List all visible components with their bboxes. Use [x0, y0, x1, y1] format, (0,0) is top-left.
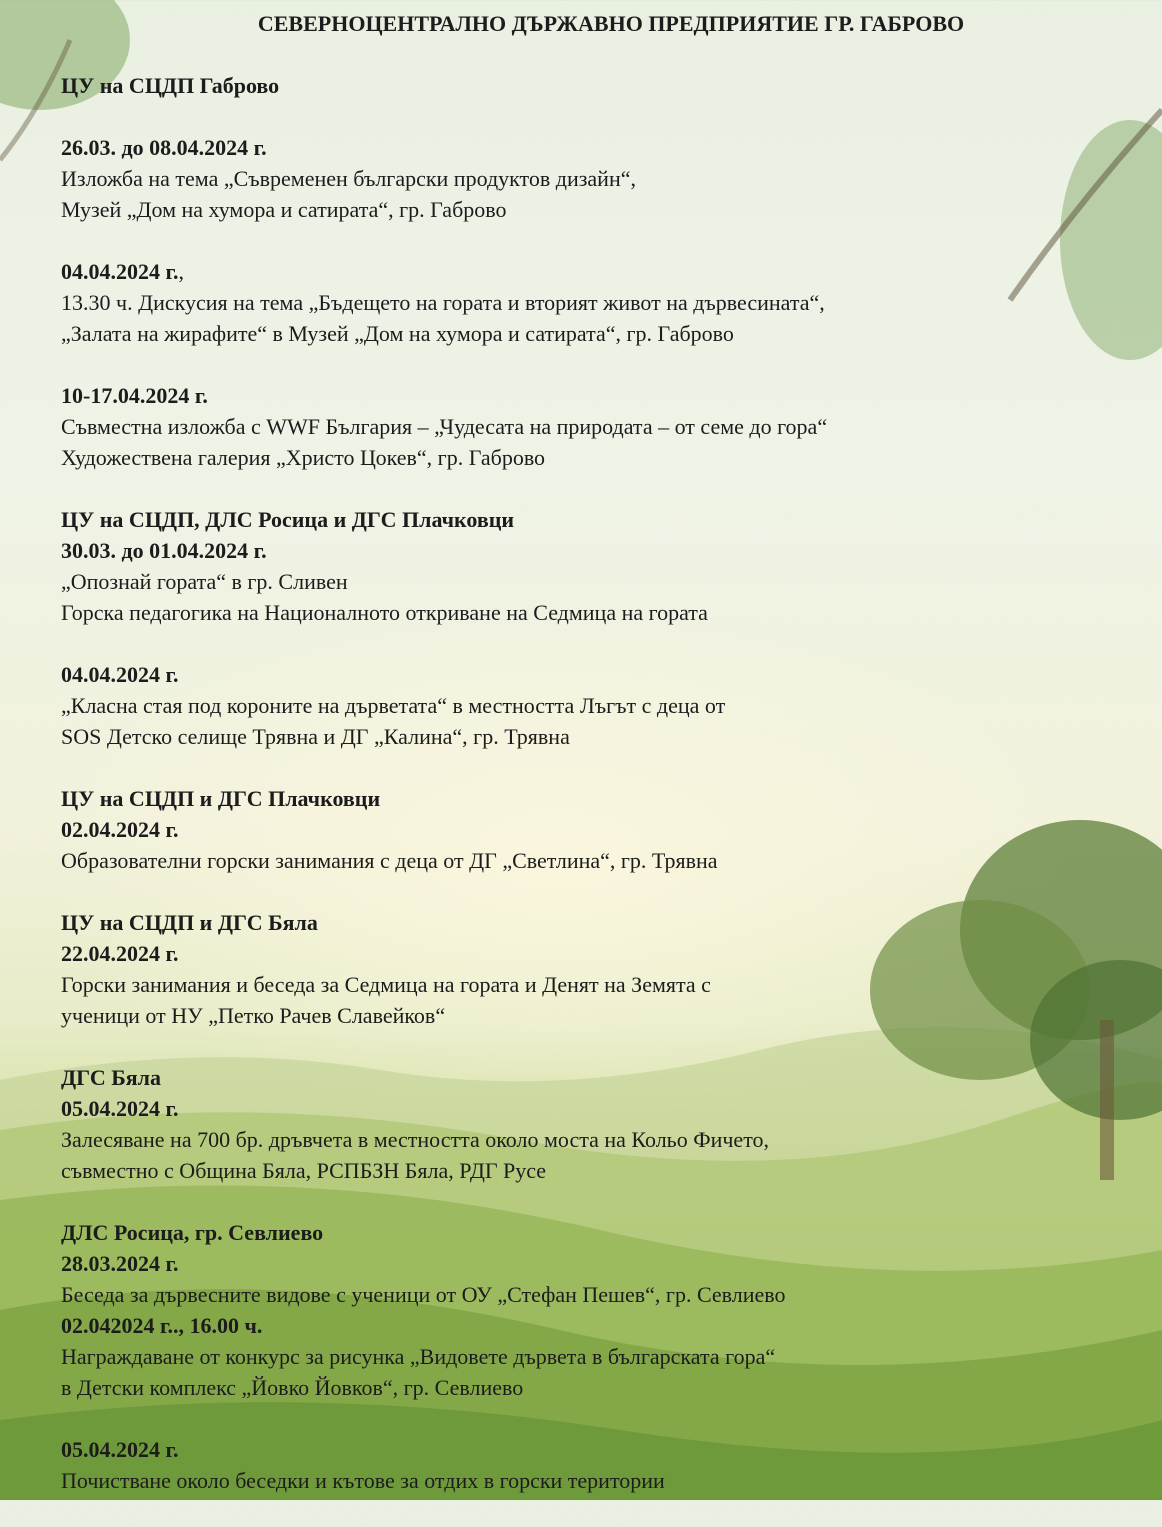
section-1 [61, 70, 1121, 101]
section-5 [61, 504, 1121, 628]
section-6 [61, 659, 1121, 752]
document-title: СЕВЕРНОЦЕНТРАЛНО ДЪРЖАВНО ПРЕДПРИЯТИЕ ГР. ГАБРОВО [257, 11, 965, 36]
event-line: в Детски комплекс „Йовко Йовков“, гр. Севлиево [61, 1375, 524, 1400]
section-heading: ДЛС Росица, гр. Севлиево [61, 1220, 324, 1245]
event-date: 04.04.2024 г. [61, 259, 179, 284]
event-line: „Класна стая под короните на дърветата“ в местността Лъгът с деца от [61, 693, 726, 718]
event-line: „Залата на жирафите“ в Музей „Дом на хумора и сатирата“, гр. Габрово [61, 321, 734, 346]
section-heading: ЦУ на СЦДП Габрово [61, 73, 280, 98]
event-date: 04.04.2024 г. [61, 662, 179, 687]
event-date-suffix: , [178, 259, 185, 284]
section-2 [61, 132, 1121, 225]
section-8 [61, 907, 1121, 1031]
event-date: 30.03. до 01.04.2024 г. [61, 538, 267, 563]
section-11 [61, 1310, 1121, 1403]
event-date: 05.04.2024 г. [61, 1437, 179, 1462]
event-line: Награждаване от конкурс за рисунка „Видовете дървета в българската гора“ [61, 1344, 776, 1369]
event-date: 22.04.2024 г. [61, 941, 179, 966]
event-line: Почистване около беседки и кътове за отдих в горски територии [61, 1468, 665, 1493]
event-line: Горска педагогика на Националното откриване на Седмица на гората [61, 600, 708, 625]
event-line: Залесяване на 700 бр. дръвчета в местността около моста на Кольо Фичето, [61, 1127, 770, 1152]
event-date-row [61, 256, 1121, 287]
section-12 [61, 1434, 1121, 1496]
event-line: Горски занимания и беседа за Седмица на гората и Денят на Земята с [61, 972, 711, 997]
event-date: 02.04.2024 г. [61, 817, 179, 842]
event-line: Беседа за дървесните видове с ученици от ОУ „Стефан Пешев“, гр. Севлиево [61, 1282, 786, 1307]
event-line: ученици от НУ „Петко Рачев Славейков“ [61, 1003, 446, 1028]
event-line: SOS Детско селище Трявна и ДГ „Калина“, гр. Трявна [61, 724, 570, 749]
section-3 [61, 256, 1121, 349]
section-heading: ЦУ на СЦДП и ДГС Плачковци [61, 786, 381, 811]
event-date: 10-17.04.2024 г. [61, 383, 208, 408]
event-line: 13.30 ч. Дискусия на тема „Бъдещето на гората и вторият живот на дървесината“, [61, 290, 825, 315]
event-line: Изложба на тема „Съвременен български продуктов дизайн“, [61, 166, 636, 191]
event-date: 05.04.2024 г. [61, 1096, 179, 1121]
event-line: Музей „Дом на хумора и сатирата“, гр. Габрово [61, 197, 507, 222]
section-heading: ЦУ на СЦДП, ДЛС Росица и ДГС Плачковци [61, 507, 515, 532]
document-body [61, 8, 1121, 1527]
event-date: 28.03.2024 г. [61, 1251, 179, 1276]
event-date: 26.03. до 08.04.2024 г. [61, 135, 267, 160]
section-4 [61, 380, 1121, 473]
event-line: Съвместна изложба с WWF България – „Чудесата на природата – от семе до гора“ [61, 414, 828, 439]
section-heading: ЦУ на СЦДП и ДГС Бяла [61, 910, 318, 935]
section-7 [61, 783, 1121, 876]
event-line: „Опознай гората“ в гр. Сливен [61, 569, 348, 594]
section-10 [61, 1217, 1121, 1310]
event-line: Художествена галерия „Христо Цокев“, гр. Габрово [61, 445, 546, 470]
event-line: съвместно с Община Бяла, РСПБЗН Бяла, РДГ Русе [61, 1158, 547, 1183]
section-9 [61, 1062, 1121, 1186]
event-line: Образователни горски занимания с деца от ДГ „Светлина“, гр. Трявна [61, 848, 718, 873]
section-heading: ДГС Бяла [61, 1065, 162, 1090]
event-date: 02.042024 г.., 16.00 ч. [61, 1313, 263, 1338]
